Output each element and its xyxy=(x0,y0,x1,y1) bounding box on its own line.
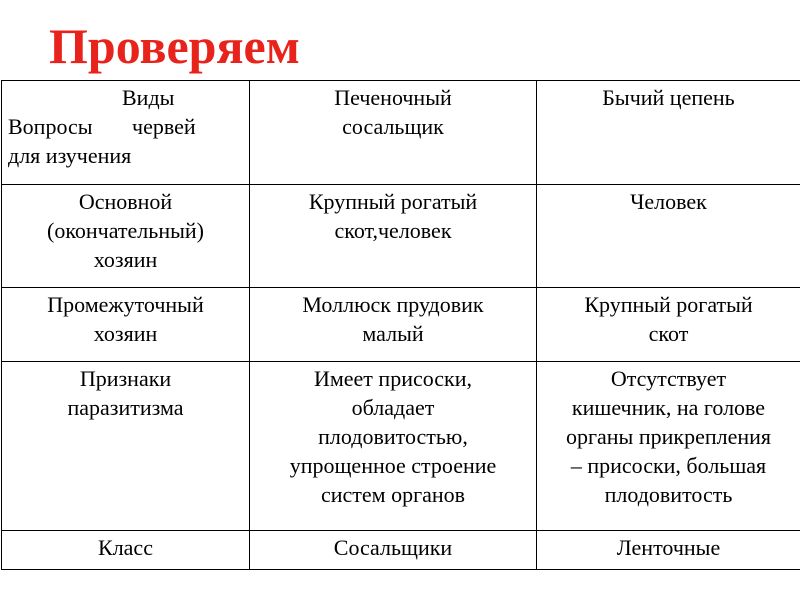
corner-label-worms: червей xyxy=(132,114,196,139)
header-beef-tapeworm: Бычий цепень xyxy=(537,81,800,185)
cell-liver-fluke-definitive-host: Крупный рогатый скот,человек xyxy=(250,185,537,288)
cell-liver-fluke-parasitism-signs: Имеет присоски, обладает плодовитостью, упрощенное строение систем органов xyxy=(250,362,537,531)
corner-label-questions: Вопросы xyxy=(8,114,93,139)
row-label-definitive-host: Основной (окончательный) хозяин xyxy=(2,185,250,288)
row-label-intermediate-host: Промежуточный хозяин xyxy=(2,288,250,362)
cell-beef-tapeworm-intermediate-host: Крупный рогатый скот xyxy=(537,288,800,362)
row-label-class: Класс xyxy=(2,531,250,570)
row-label-parasitism-signs: Признаки паразитизма xyxy=(2,362,250,531)
cell-beef-tapeworm-definitive-host: Человек xyxy=(537,185,800,288)
slide-title: Проверяем xyxy=(49,18,300,74)
header-corner-cell xyxy=(2,81,250,185)
cell-beef-tapeworm-class: Ленточные xyxy=(537,531,800,570)
cell-beef-tapeworm-parasitism-signs: Отсутствует кишечник, на голове органы прикрепления – присоски, большая плодовитость xyxy=(537,362,800,531)
corner-label-species: Виды xyxy=(122,85,175,110)
comparison-table xyxy=(1,80,800,570)
table-row xyxy=(2,362,800,531)
table-row xyxy=(2,288,800,362)
table-row xyxy=(2,531,800,570)
cell-liver-fluke-intermediate-host: Моллюск прудовик малый xyxy=(250,288,537,362)
corner-label-for-study: для изучения xyxy=(8,143,132,168)
cell-liver-fluke-class: Сосальщики xyxy=(250,531,537,570)
table-header-row xyxy=(2,81,800,185)
table-row xyxy=(2,185,800,288)
header-liver-fluke: Печеночный сосальщик xyxy=(250,81,537,185)
